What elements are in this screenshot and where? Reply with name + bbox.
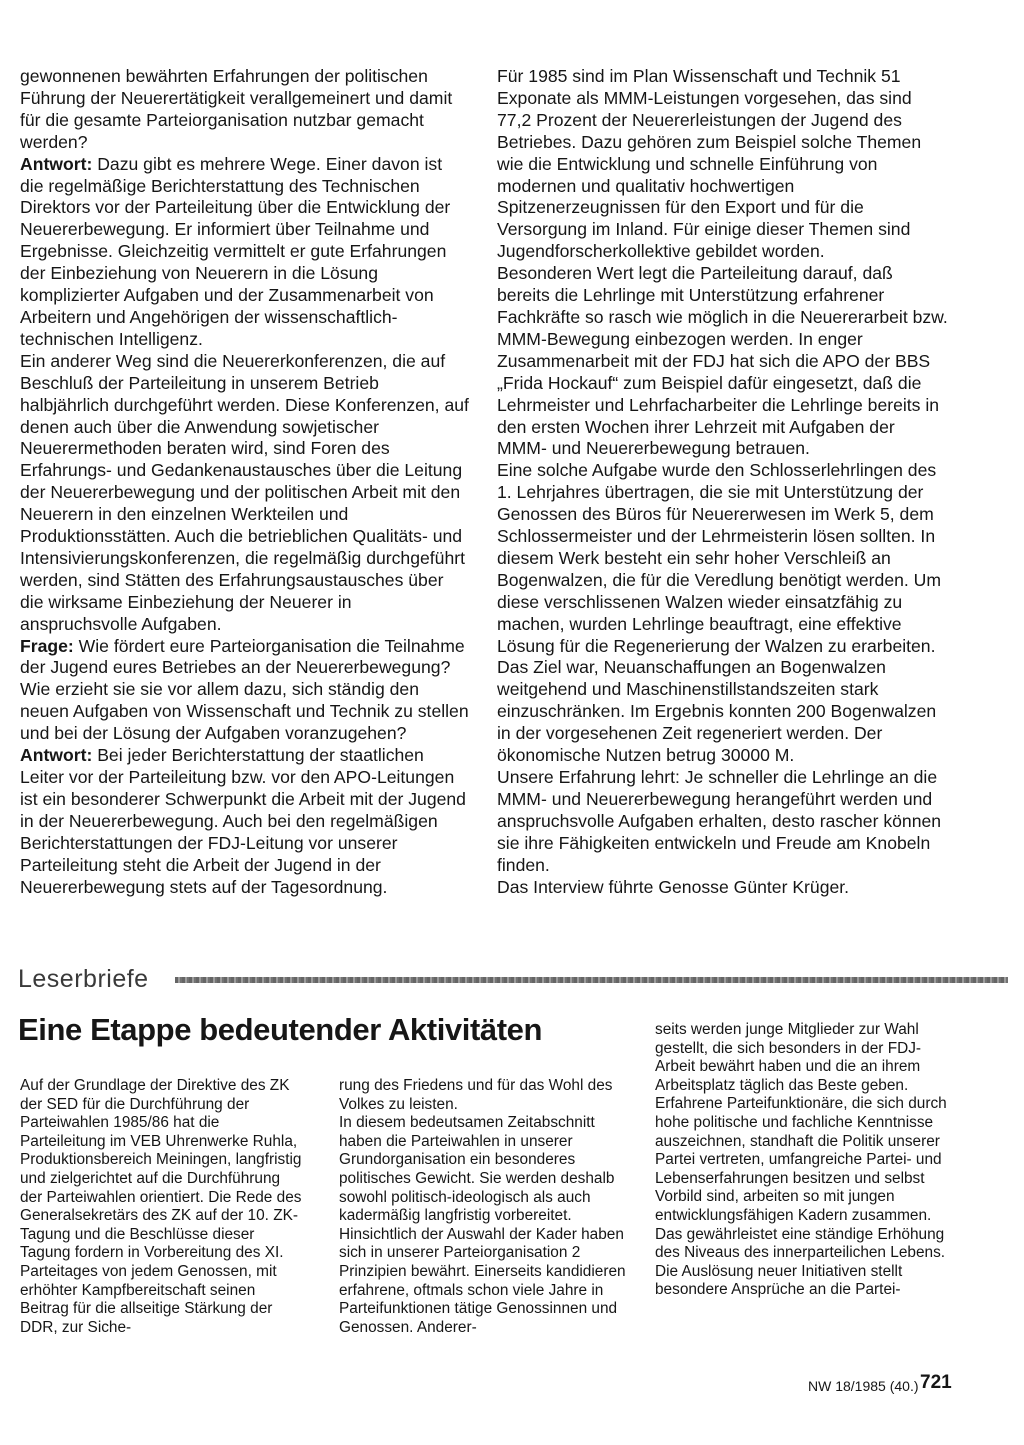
article-paragraph: rung des Friedens und für das Wohl des Volkes zu leisten. <box>339 1077 613 1113</box>
interview-credit: Das Interview führte Genosse Günter Krüger. <box>497 876 850 897</box>
article-headline: Eine Etappe bedeutender Aktivitäten <box>18 1012 543 1047</box>
article-column-3 <box>655 1021 947 1300</box>
interview-paragraph: Besonderen Wert legt die Parteileitung darauf, daß bereits die Lehrlinge mit Unterstützung erfahrener Fachkräfte so rasch wie möglich in die Neuererarbeit bzw. MMM-Bewegung einbezogen werden. In enger Zusammenarbeit mit der FDJ hat sich die APO der BBS „Frida Hockauf“ zum Beispiel dafür eingesetzt, daß die Lehrmeister und Lehrfacharbeiter die Lehrlinge bereits in den ersten Wochen ihrer Lehrzeit mit Aufgaben der MMM- und Neuererbewegung betrauen. <box>497 263 948 459</box>
interview-paragraph: Unsere Erfahrung lehrt: Je schneller die Lehrlinge an die MMM- und Neuererbewegung herangeführt werden und anspruchsvolle Aufgaben erhalten, desto rascher können sie ihre Fähigkeiten entwickeln und Freude am Knobeln finden. <box>497 767 942 875</box>
section-divider <box>175 977 1008 983</box>
interview-paragraph: Für 1985 sind im Plan Wissenschaft und Technik 51 Exponate als MMM-Leistungen vorgesehen, das sind 77,2 Prozent der Neuererleistungen der Jugend des Betriebes. Dazu gehören zum Beispiel solche Themen wie die Entwicklung und schnelle Einführung von modernen und qualitativ hochwertigen Spitzenerzeugnissen für den Export und für die Versorgung im Inland. Für einige dieser Themen sind Jugendforscherkollektive gebildet worden. <box>497 66 922 262</box>
answer-label: Antwort: <box>20 153 93 174</box>
article-paragraph: Auf der Grundlage der Direktive des ZK der SED für die Durchführung der Parteiwahlen 1985/86 hat die Parteileitung im VEB Uhrenwerke Ruhla, Produktionsbereich Meiningen, langfristig und zielgerichtet auf die Durchführung der Parteiwahlen orientiert. Die Rede des Generalsekretärs des ZK auf der 10. ZK-Tagung und die Beschlüsse dieser Tagung fordern in Vorbereitung des XI. Parteitages von jedem Genossen, mit erhöhter Kampfbereitschaft seinen Beitrag für die allseitige Stärkung der DDR, zur Siche- <box>20 1077 302 1336</box>
question-label: Frage: <box>20 635 74 656</box>
section-header <box>18 963 1008 997</box>
section-label: Leserbriefe <box>18 965 149 993</box>
interview-answer-paragraph: Antwort: Bei jeder Berichterstattung der staatlichen Leiter vor der Parteileitung bzw. vor den APO-Leitungen ist ein besonderer Schwerpunkt die Arbeit mit der Jugend in der Neuererbewegung. Auch bei den regelmäßigen Berichterstattungen der FDJ-Leitung vor unserer Parteileitung steht die Arbeit der Jugend in der Neuererbewegung stets auf der Tagesordnung. <box>20 745 466 897</box>
interview-paragraph: Eine solche Aufgabe wurde den Schlosserlehrlingen des 1. Lehrjahres übertragen, die sie mit Unterstützung der Genossen des Büros für Neuererwesen im Werk 5, dem Schlossermeister und der Lehrmeisterin lösen sollten. In diesem Werk besteht ein sehr hoher Verschleiß an Bogenwalzen, die für die Veredlung benötigt werden. Um diese verschlissenen Walzen wieder einsatzfähig zu machen, wurden Lehrlinge beauftragt, eine effektive Lösung für die Regenerierung der Walzen zu erarbeiten. Das Ziel war, Neuanschaffungen an Bogenwalzen weitgehend und Maschinenstillstandszeiten stark einzuschränken. Im Ergebnis konnten 200 Bogenwalzen in der vorgesehenen Zeit regeneriert werden. Der ökonomische Nutzen betrug 30000 M. <box>497 460 942 766</box>
interview-right-column <box>497 66 949 898</box>
article-paragraph: seits werden junge Mitglieder zur Wahl gestellt, die sich besonders in der FDJ-Arbeit bewährt haben und die an ihrem Arbeitsplatz täglich das Beste geben. Erfahrene Parteifunktionäre, die sich durch hohe politische und fachliche Kenntnisse auszeichnen, standhaft die Politik unserer Partei vertreten, umfangreiche Partei- und Lebenserfahrungen besitzen und selbst Vorbild sind, arbeiten so mit jungen entwicklungsfähigen Kadern zusammen. Das gewährleistet eine ständige Erhöhung des Niveaus des innerparteilichen Lebens. <box>655 1021 947 1262</box>
article-paragraph: In diesem bedeutsamen Zeitabschnitt haben die Parteiwahlen in unserer Grundorganisation ein besonderes politisches Gewicht. Sie werden deshalb sowohl politisch-ideologisch als auch kadermäßig langfristig vorbereitet. <box>339 1114 615 1225</box>
interview-left-column <box>20 66 470 898</box>
interview-question-paragraph: Frage: Wie fördert eure Parteiorganisation die Teilnahme der Jugend eures Betriebes an der Neuererbewegung? Wie erzieht sie sie vor allem dazu, sich ständig den neuen Aufgaben von Wissenschaft und Technik zu stellen und bei der Lösung der Aufgaben voranzugehen? <box>20 635 469 744</box>
interview-paragraph: gewonnenen bewährten Erfahrungen der politischen Führung der Neuerertätigkeit verallgemeinert und damit für die gesamte Parteiorganisation nutzbar gemacht werden? <box>20 66 453 152</box>
article-paragraph: Die Auslösung neuer Initiativen stellt besondere Ansprüche an die Partei- <box>655 1262 903 1299</box>
article-column-1 <box>20 1077 303 1337</box>
interview-paragraph: Ein anderer Weg sind die Neuererkonferenzen, die auf Beschluß der Parteileitung in unserem Betrieb halbjährlich durchgeführt werden. Diese Konferenzen, auf denen auch über die Anwendung sowjetischer Neuerermethoden beraten wird, sind Foren des Erfahrungs- und Gedankenaustausches über die Leitung der Neuererbewegung und der politischen Arbeit mit den Neuerern in den einzelnen Werkteilen und Produktionsstätten. Auch die betrieblichen Qualitäts- und Intensivierungskonferenzen, die regelmäßig durchgeführt werden, sind Stätten des Erfahrungsaustausches über die wirksame Einbeziehung der Neuerer in anspruchsvolle Aufgaben. <box>20 350 469 634</box>
answer-label: Antwort: <box>20 745 93 766</box>
issue-reference: NW 18/1985 (40.) <box>808 1378 919 1394</box>
page-number: 721 <box>920 1372 952 1393</box>
article-paragraph: Hinsichtlich der Auswahl der Kader haben sich in unserer Parteiorganisation 2 Prinzipien bewährt. Einerseits kandidieren erfahrene, oftmals schon viele Jahre in Parteifunktionen tätige Genossinnen und Genossen. Anderer- <box>339 1225 626 1336</box>
article-column-2 <box>339 1077 628 1337</box>
interview-answer-paragraph: Antwort: Dazu gibt es mehrere Wege. Einer davon ist die regelmäßige Berichterstattung des Technischen Direktors vor der Parteileitung über die Entwicklung der Neuererbewegung. Er informiert über Teilnahme und Ergebnisse. Gleichzeitig vermittelt er gute Erfahrungen der Einbeziehung von Neuerern in die Lösung komplizierter Aufgaben und der Zusammenarbeit von Arbeitern und Angehörigen der wissenschaftlich-technischen Intelligenz. <box>20 153 451 349</box>
